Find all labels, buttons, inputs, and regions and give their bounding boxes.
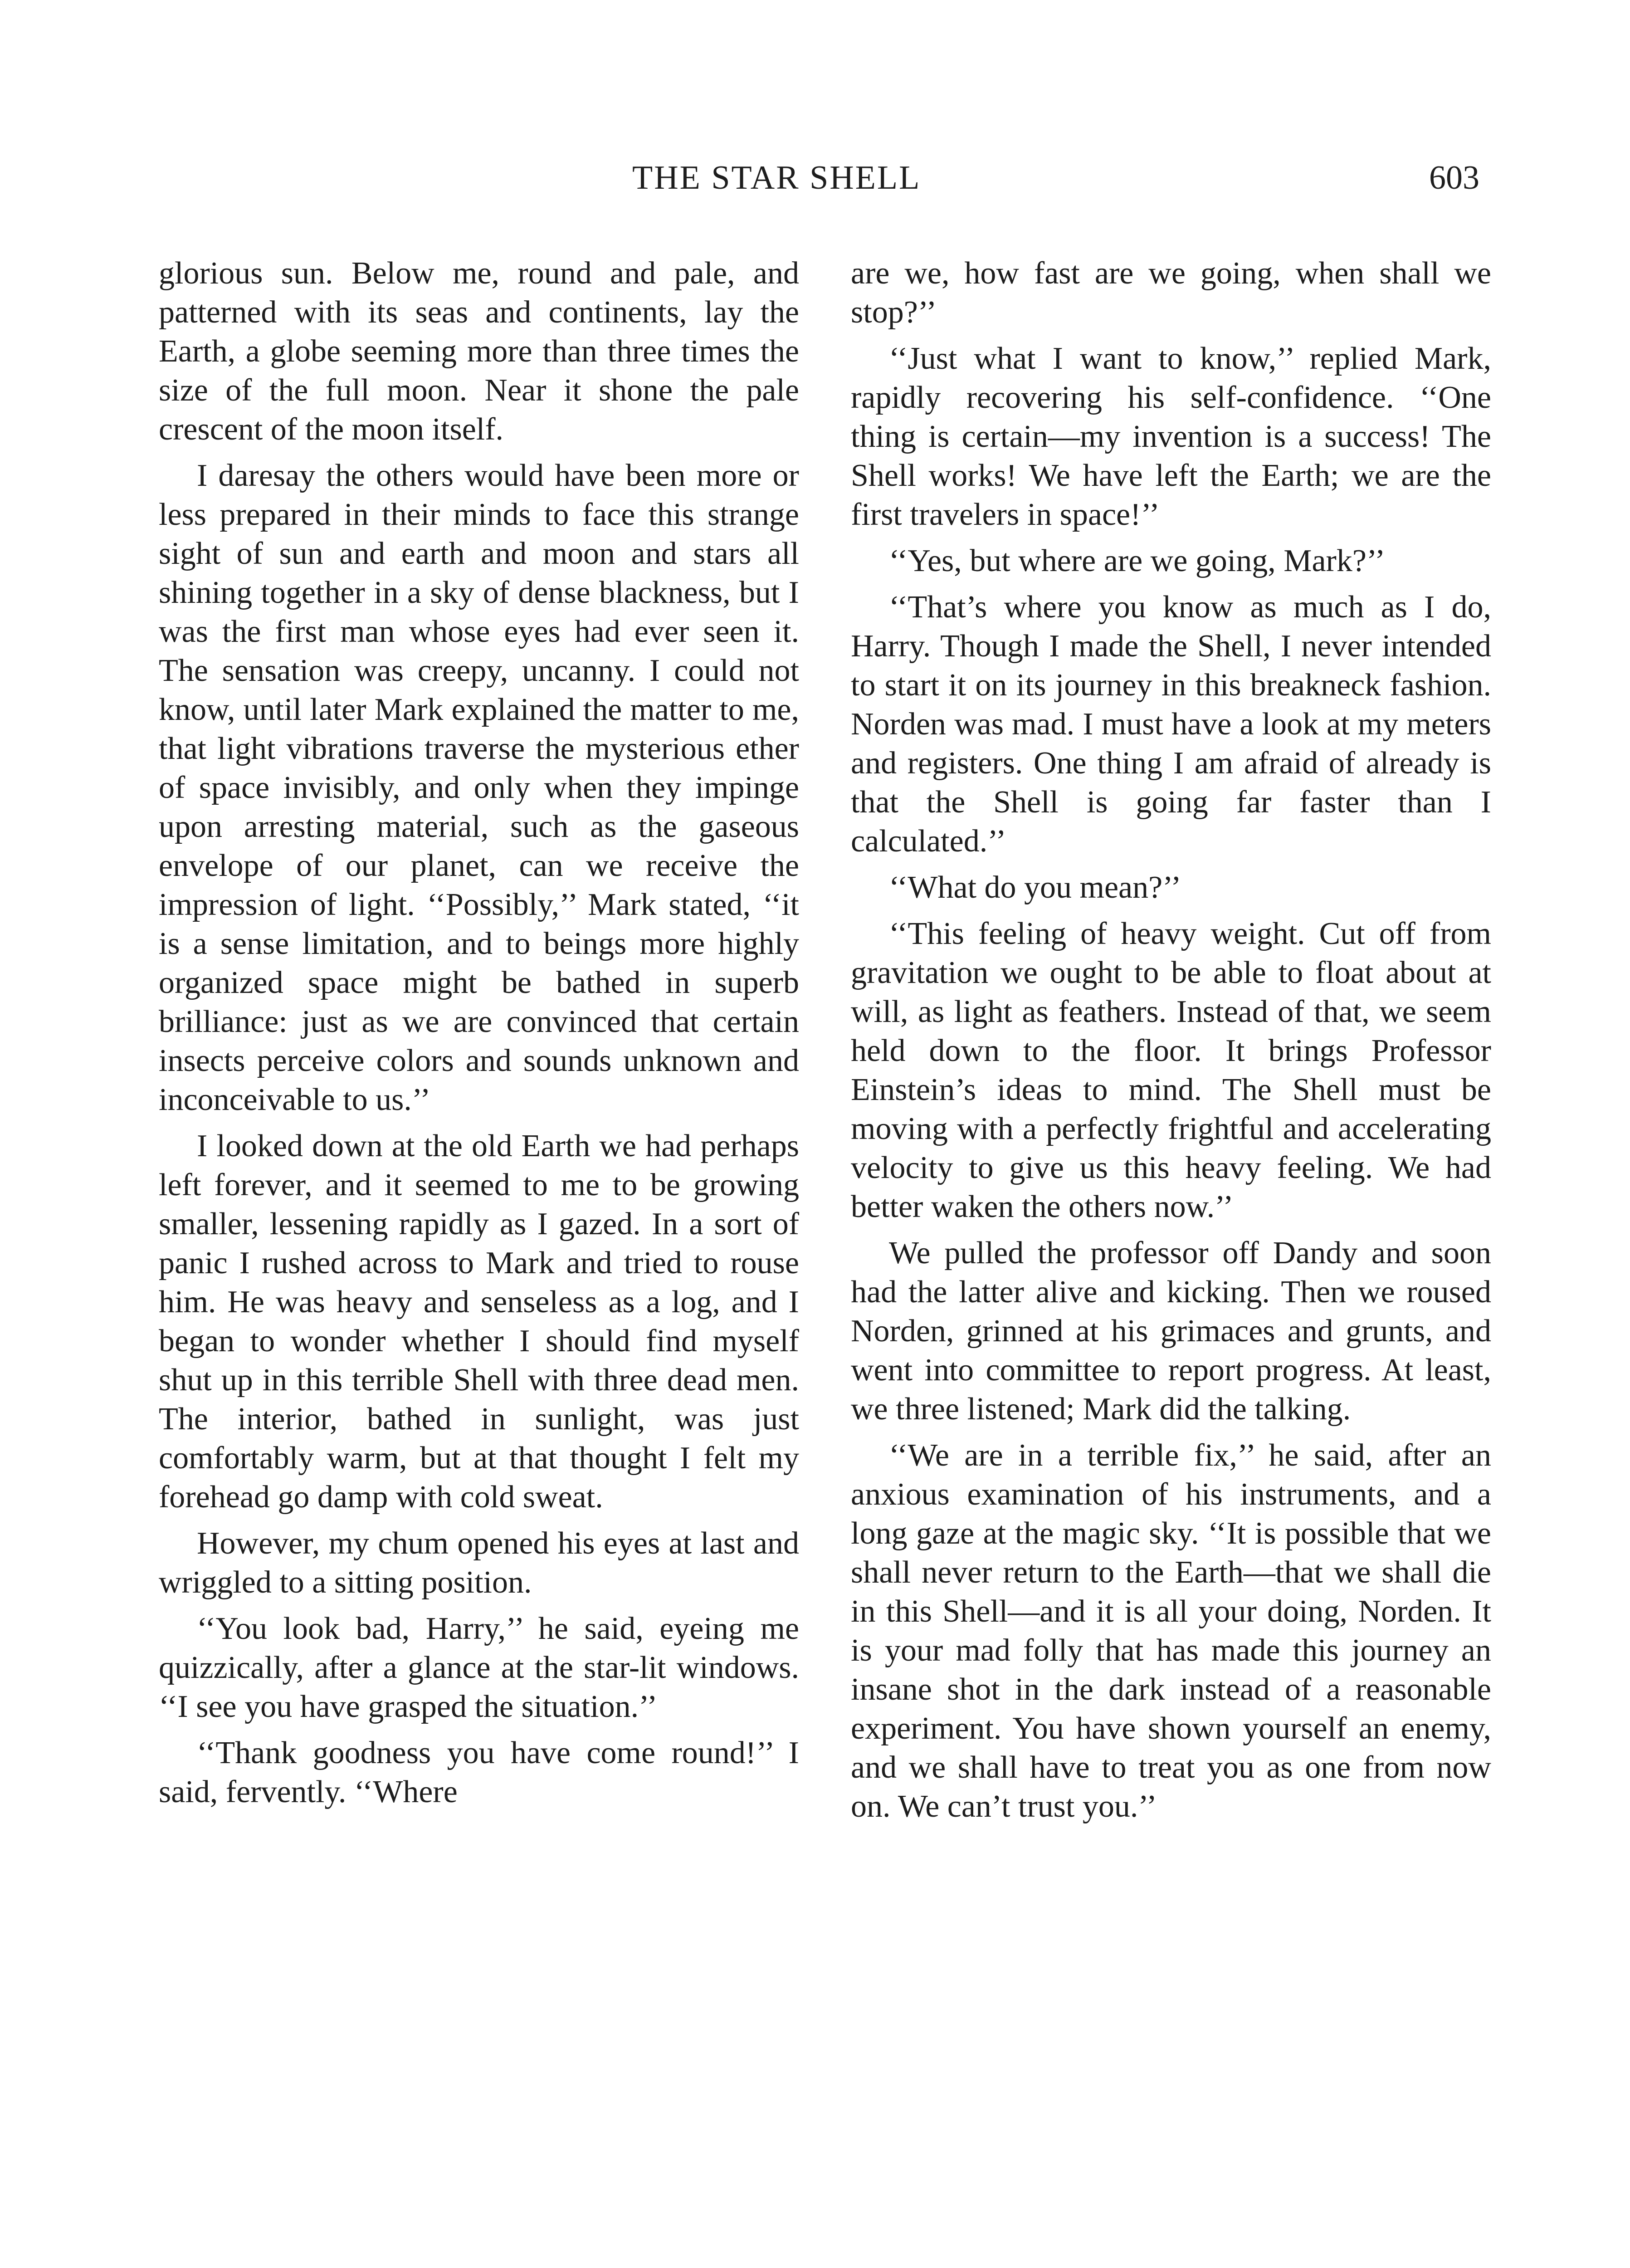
paragraph: However, my chum opened his eyes at last and wriggled to a sitting position. <box>159 1526 799 1600</box>
paragraph: ‘‘We are in a terrible fix,’’ he said, after an anxious examination of his instruments, and a long gaze at the magic sky. ‘‘It is possible that we shall never return to the Earth—that we shall die in this Shell—and it is all your doing, Norden. It is your mad folly that has made this journey an insane shot in the dark instead of a reasonable experiment. You have shown yourself an enemy, and we shall have to treat you as one from now on. We can’t trust you.’’ <box>851 1438 1491 1824</box>
paragraph: We pulled the professor off Dandy and soon had the latter alive and kicking. Then we roused Norden, grinned at his grimaces and grunts, and went into committee to report progress. At least, we three listened; Mark did the talking. <box>851 1236 1491 1427</box>
paragraph: ‘‘Just what I want to know,’’ replied Mark, rapidly recovering his self-confidence. ‘‘One thing is certain—my invention is a success! The Shell works! We have left the Earth; we are the first travelers in space!’’ <box>851 341 1491 532</box>
right-column <box>851 254 1491 1833</box>
running-title: THE STAR SHELL <box>632 159 921 196</box>
paragraph: are we, how fast are we going, when shall we stop?’’ <box>851 256 1491 330</box>
paragraph: I daresay the others would have been more or less prepared in their minds to face this strange sight of sun and earth and moon and stars all shining together in a sky of dense blackness, but I was the first man whose eyes had ever seen it. The sensation was creepy, uncanny. I could not know, until later Mark explained the matter to me, that light vibrations traverse the mysterious ether of space invisibly, and only when they impinge upon arresting material, such as the gaseous envelope of our planet, can we receive the impression of light. ‘‘Possibly,’’ Mark stated, ‘‘it is a sense limitation, and to beings more highly organized space might be bathed in superb brilliance: just as we are convinced that certain insects perceive colors and sounds unknown and inconceivable to us.’’ <box>159 458 799 1117</box>
page-number: 603 <box>1429 159 1479 196</box>
paragraph: ‘‘That’s where you know as much as I do, Harry. Though I made the Shell, I never intended to start it on its journey in this breakneck fashion. Norden was mad. I must have a look at my meters and registers. One thing I am afraid of already is that the Shell is going far faster than I calculated.’’ <box>851 590 1491 859</box>
paragraph: I looked down at the old Earth we had perhaps left forever, and it seemed to me to be growing smaller, lessening rapidly as I gazed. In a sort of panic I rushed across to Mark and tried to rouse him. He was heavy and senseless as a log, and I began to wonder whether I should find myself shut up in this terrible Shell with three dead men. The interior, bathed in sunlight, was just comfortably warm, but at that thought I felt my forehead go damp with cold sweat. <box>159 1129 799 1515</box>
paragraph: ‘‘Yes, but where are we going, Mark?’’ <box>889 543 1386 578</box>
paragraph: ‘‘You look bad, Harry,’’ he said, eyeing me quizzically, after a glance at the star-lit windows. ‘‘I see you have grasped the situation.’’ <box>159 1611 799 1724</box>
paragraph: ‘‘This feeling of heavy weight. Cut off from gravitation we ought to be able to float about at will, as light as feathers. Instead of that, we seem held down to the floor. It brings Professor Einstein’s ideas to mind. The Shell must be moving with a perfectly frightful and accelerating velocity to give us this heavy feeling. We had better waken the others now.’’ <box>851 916 1491 1224</box>
paragraph: glorious sun. Below me, round and pale, and patterned with its seas and continents, lay the Earth, a globe seeming more than three times the size of the full moon. Near it shone the pale crescent of the moon itself. <box>159 256 799 447</box>
left-column <box>159 254 799 1819</box>
paragraph: ‘‘What do you mean?’’ <box>889 870 1181 905</box>
paragraph: ‘‘Thank goodness you have come round!’’ I said, fervently. ‘‘Where <box>159 1735 799 1809</box>
